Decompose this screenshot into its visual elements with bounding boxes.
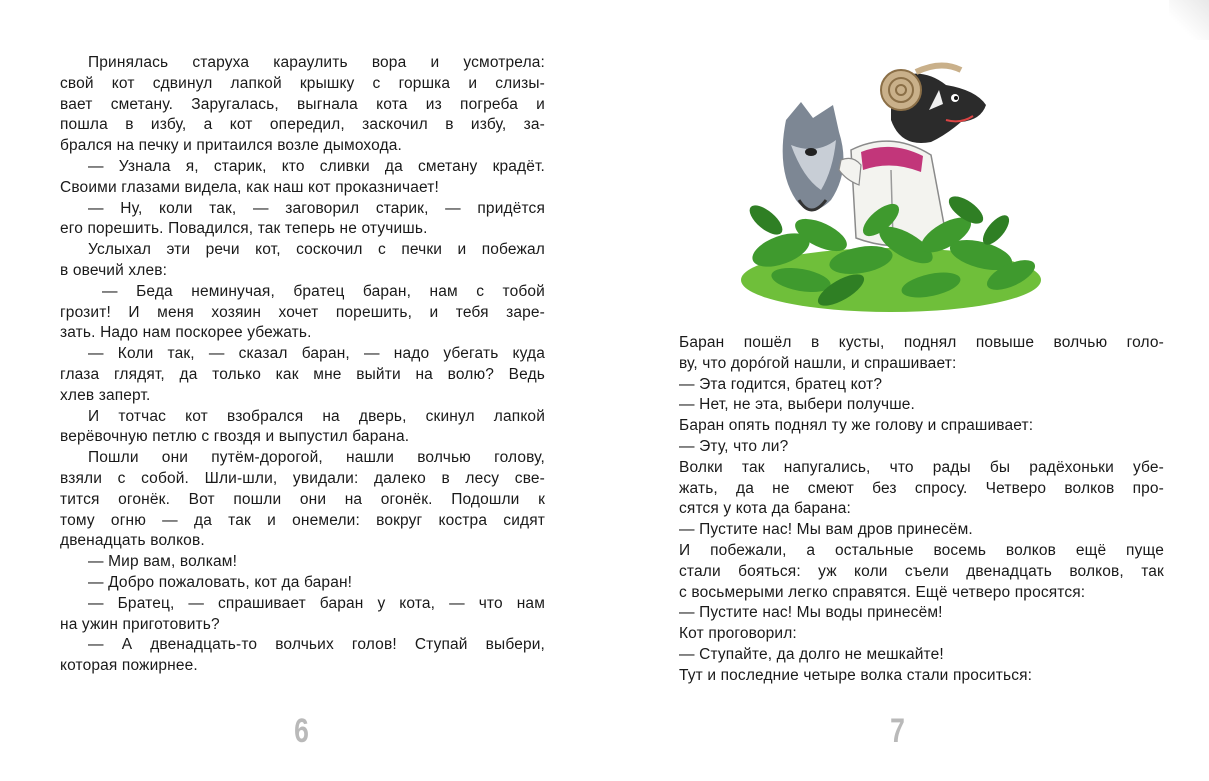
text-line: хлев заперт. <box>60 386 151 404</box>
text-line: — Ну, коли так, — заговорил старик, — придётся <box>88 199 545 217</box>
text-line: — Братец, — спрашивает баран у кота, — что нам <box>88 594 545 612</box>
text-line: его порешить. Повадился, так теперь не отучишь. <box>60 220 428 238</box>
text-line: в овечий хлев: <box>60 261 168 279</box>
text-line: — Эту, что ли? <box>679 437 789 455</box>
text-line: — Коли так, — сказал баран, — надо убегать куда <box>88 345 545 363</box>
left-page <box>0 0 604 781</box>
page-number: 7 <box>890 712 905 750</box>
text-line: стали бояться: уж коли съели двенадцать волков, так <box>679 562 1164 580</box>
text-line: Баран пошёл в кусты, поднял повыше волчью голо- <box>679 334 1164 351</box>
text-line: сятся у кота да барана: <box>679 500 851 518</box>
text-line: — Пустите нас! Мы вам дров принесём. <box>679 521 973 539</box>
text-line: — Добро пожаловать, кот да баран! <box>88 573 353 591</box>
text-line: Своими глазами видела, как наш кот проказничает! <box>60 178 439 196</box>
text-line: — Узнала я, старик, кто сливки да сметану крадёт. <box>88 157 545 175</box>
text-line: брался на печку и притаился возле дымохода. <box>60 137 402 155</box>
text-line: Тут и последние четыре волка стали проситься: <box>679 666 1033 684</box>
right-page <box>604 0 1209 781</box>
text-line: тится огонёк. Вот пошли они на огонёк. Подошли к <box>60 490 545 508</box>
text-line: — Ступайте, да долго не мешкайте! <box>679 645 944 663</box>
text-line: на ужин приготовить? <box>60 615 220 633</box>
text-line: грозит! И меня хозяин хочет порешить, и тебя заре- <box>60 303 545 321</box>
text-line: Принялась старуха караулить вора и усмотрела: <box>88 54 545 71</box>
text-line: — А двенадцать-то волчьих голов! Ступай выбери, <box>88 636 545 654</box>
page-corner-shadow <box>1169 0 1209 40</box>
text-line: — Нет, не эта, выбери получше. <box>679 396 916 414</box>
text-line: — Эта годится, братец кот? <box>679 375 883 393</box>
wolf-head <box>783 102 844 210</box>
text-line: — Пустите нас! Мы воды принесём! <box>679 604 943 622</box>
text-line: И побежали, а остальные восемь волков ещё пуще <box>679 541 1164 559</box>
text-line: Услыхал эти речи кот, соскочил с печки и побежал <box>88 241 545 259</box>
text-line: вает сметану. Заругалась, выгнала кота из погреба и <box>60 95 545 113</box>
text-line: Пошли они путём-дорогой, нашли волчью голову, <box>88 449 545 467</box>
text-line: Волки так напугались, что рады бы радёхоньки убе- <box>679 458 1164 476</box>
right-page-text <box>679 333 1164 687</box>
text-line: пошла в избу, а кот опередил, заскочил в избу, за- <box>60 116 545 134</box>
text-line: взяли с собой. Шли-шли, увидали: далеко в лесу све- <box>60 469 545 487</box>
text-line: глаза глядят, да только как мне выйти на волю? Ведь <box>60 365 545 383</box>
text-line: И тотчас кот взобрался на дверь, скинул лапкой <box>88 407 545 425</box>
text-line: свой кот сдвинул лапкой крышку с горшка и слизы- <box>60 74 545 92</box>
left-page-text <box>60 53 545 677</box>
text-line: зать. Надо нам поскорее убежать. <box>60 324 312 342</box>
text-line: двенадцать волков. <box>60 532 205 550</box>
text-line: с восьмерыми легко справятся. Ещё четверо просятся: <box>679 583 1086 601</box>
page-number: 6 <box>294 712 309 750</box>
text-line: Баран опять поднял ту же голову и спрашивает: <box>679 417 1034 435</box>
ram-wolf-illustration <box>741 60 1041 315</box>
text-line: Кот проговорил: <box>679 625 797 643</box>
text-line: жать, да не смеют без спросу. Четверо волков про- <box>679 479 1164 497</box>
text-line: которая пожирнее. <box>60 657 198 675</box>
text-line: — Беда неминучая, братец баран, нам с тобой <box>102 282 545 300</box>
text-line: — Мир вам, волкам! <box>88 553 238 571</box>
text-line: верёвочную петлю с гвоздя и выпустил барана. <box>60 428 410 446</box>
text-line: ву, что дорóгой нашли, и спрашивает: <box>679 354 957 372</box>
text-line: тому огню — да так и онемели: вокруг костра сидят <box>60 511 545 529</box>
